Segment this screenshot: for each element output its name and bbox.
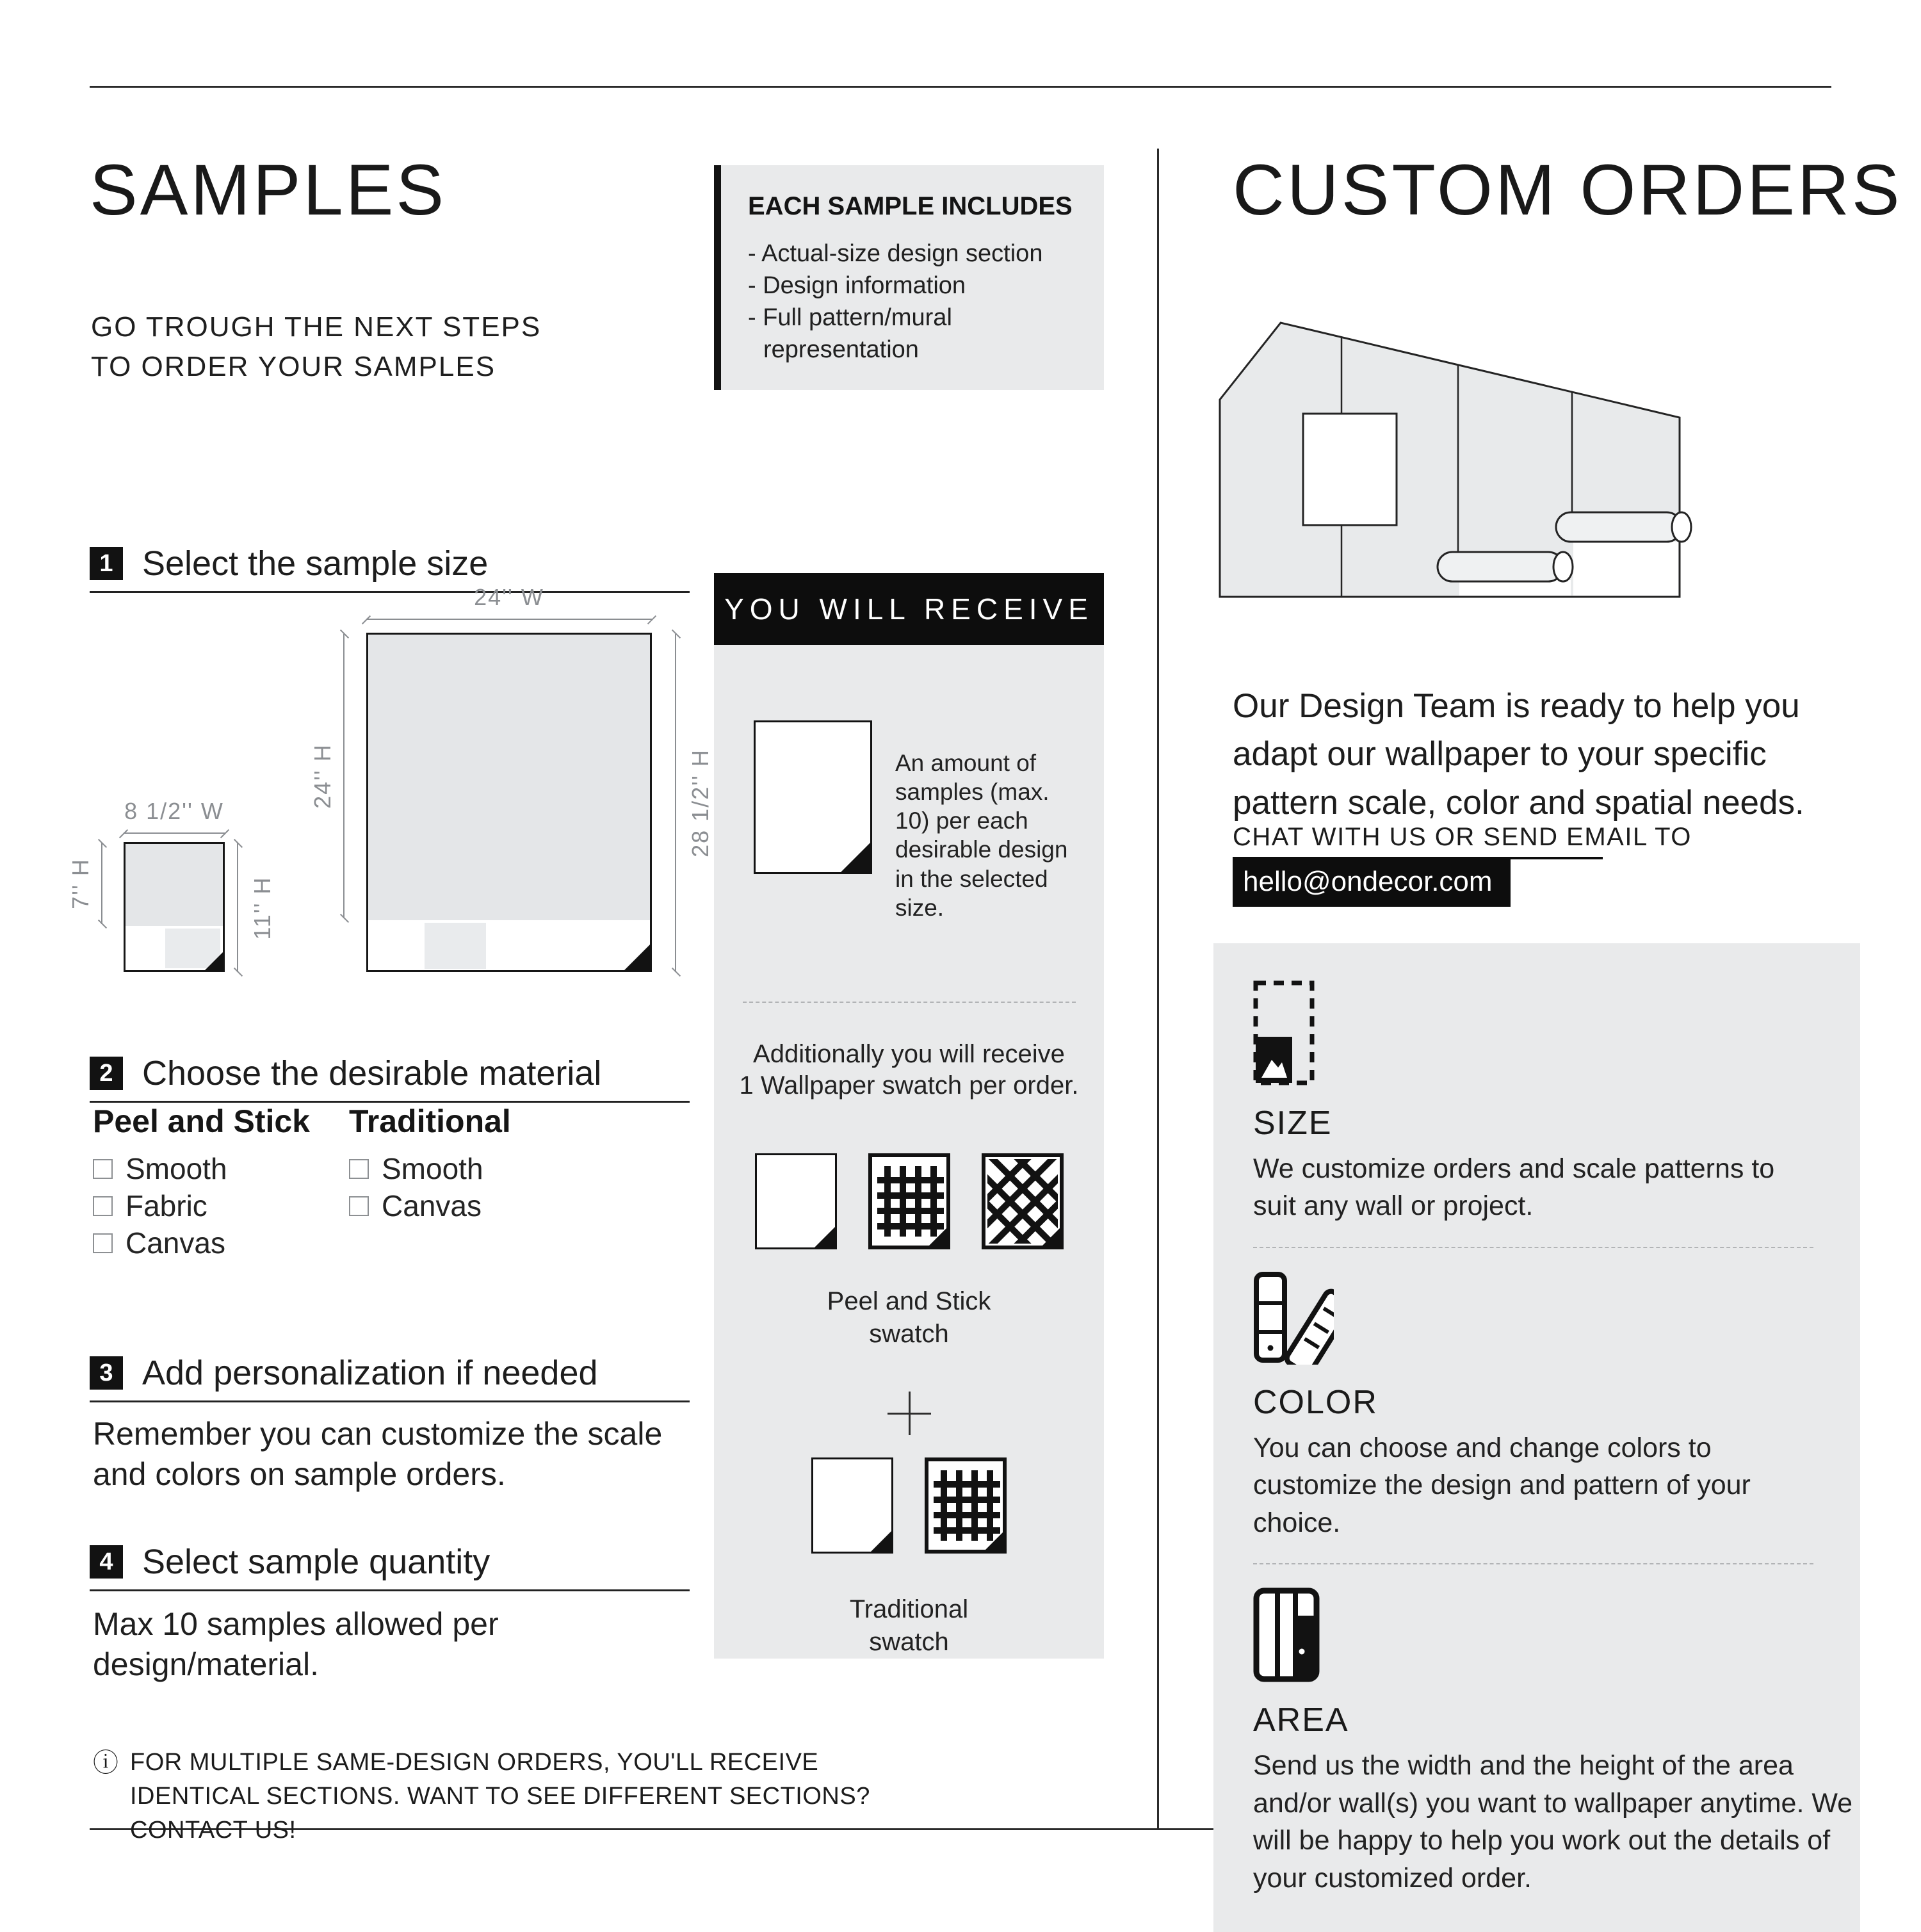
color-title: COLOR <box>1253 1383 1378 1421</box>
samples-subtitle <box>91 307 541 387</box>
includes-item: - Design information <box>748 272 966 300</box>
sample-sheet-icon <box>754 720 872 874</box>
footnote-text: FOR MULTIPLE SAME-DESIGN ORDERS, YOU'LL RECEIVE IDENTICAL SECTIONS. WANT TO SEE DIFFERENT SECTIONS? CONTACT US! <box>130 1749 870 1844</box>
step-3-description: Remember you can customize the scale and colors on sample orders. <box>93 1416 663 1492</box>
top-rule <box>90 86 1831 88</box>
sample-large-swatch-square <box>425 923 486 969</box>
dim-large-inner-height: 24'' H <box>343 634 344 918</box>
swatch-plain-icon <box>811 1457 893 1554</box>
checkbox[interactable] <box>349 1159 369 1179</box>
page-title: SAMPLES <box>90 150 447 230</box>
step-1-label: Select the sample size <box>142 544 489 583</box>
step-3-header <box>90 1353 690 1402</box>
sample-large-diagram <box>366 633 652 972</box>
traditional-swatch-row <box>811 1457 1007 1554</box>
plus-icon <box>888 1392 931 1416</box>
sample-small-design-area <box>126 844 223 926</box>
includes-item: - Full pattern/mural representation <box>748 304 952 364</box>
swatch-cross-icon <box>982 1153 1064 1249</box>
samples-subtitle-line1: GO TROUGH THE NEXT STEPS <box>91 311 542 343</box>
traditional-swatch-label: Traditional swatch <box>849 1595 969 1656</box>
peel-and-stick-title: Peel and Stick <box>93 1103 311 1139</box>
folded-corner-icon <box>624 944 651 971</box>
size-text: We customize orders and scale patterns to suit any wall or project. <box>1253 1153 1775 1222</box>
option-peel-fabric[interactable]: Fabric <box>93 1191 310 1221</box>
folded-corner-icon <box>870 1530 892 1552</box>
includes-item: - Actual-size design section <box>748 240 1043 267</box>
folded-corner-icon <box>814 1226 836 1248</box>
color-text: You can choose and change colors to customize the design and pattern of your choice. <box>1253 1432 1751 1538</box>
dim-large-outer-height: 28 1/2'' H <box>675 634 676 972</box>
area-icon <box>1253 1587 1320 1682</box>
dim-small-outer-height: 11'' H <box>237 843 238 972</box>
size-icon <box>1253 980 1315 1085</box>
swatch-plain-icon <box>755 1153 837 1249</box>
step-3-label: Add personalization if needed <box>142 1354 598 1392</box>
footnote <box>93 1746 906 1848</box>
column-divider <box>1157 149 1159 1828</box>
step-4-description: Max 10 samples allowed per design/material. <box>93 1606 499 1682</box>
you-will-receive-box <box>714 645 1104 1659</box>
receive-additional-text: Additionally you will receive 1 Wallpaper swatch per order. <box>739 1039 1079 1100</box>
checkbox[interactable] <box>349 1196 369 1216</box>
folded-corner-icon <box>204 952 223 971</box>
includes-title: EACH SAMPLE INCLUDES <box>748 192 1073 220</box>
material-column-peel <box>93 1103 310 1265</box>
house-illustration <box>1213 320 1700 621</box>
info-icon: ⓘ <box>93 1749 118 1777</box>
samples-subtitle-line2: TO ORDER YOUR SAMPLES <box>91 351 496 383</box>
step-4-number: 4 <box>90 1545 123 1579</box>
dim-large-width: 24'' W <box>366 619 652 620</box>
option-traditional-canvas[interactable]: Canvas <box>349 1191 511 1221</box>
size-title: SIZE <box>1253 1105 1333 1142</box>
receive-samples-text: An amount of samples (max. 10) per each desirable design in the selected size. <box>895 750 1068 921</box>
you-will-receive-title: YOU WILL RECEIVE <box>724 592 1094 626</box>
step-3-number: 3 <box>90 1356 123 1390</box>
step-1-header <box>90 544 690 593</box>
checkbox[interactable] <box>93 1233 113 1253</box>
you-will-receive-header <box>714 573 1104 645</box>
option-peel-canvas[interactable]: Canvas <box>93 1228 310 1258</box>
step-2-label: Choose the desirable material <box>142 1054 602 1092</box>
custom-orders-box <box>1213 943 1860 1932</box>
custom-intro-text: Our Design Team is ready to help you adapt our wallpaper to your specific pattern scale, color and spatial needs. <box>1233 687 1804 822</box>
step-2-number: 2 <box>90 1057 123 1090</box>
each-sample-includes-box <box>714 165 1104 390</box>
peel-swatch-label: Peel and Stick swatch <box>827 1287 991 1349</box>
option-peel-smooth[interactable]: Smooth <box>93 1154 310 1183</box>
checkbox[interactable] <box>93 1196 113 1216</box>
swatch-grid-icon <box>868 1153 950 1249</box>
step-1-number: 1 <box>90 547 123 580</box>
sample-small-diagram <box>124 842 225 972</box>
color-icon <box>1253 1271 1334 1365</box>
custom-orders-title: CUSTOM ORDERS <box>1233 150 1902 230</box>
area-title: AREA <box>1253 1701 1349 1739</box>
peel-swatch-row <box>755 1153 1064 1249</box>
dashed-divider <box>1253 1563 1813 1564</box>
swatch-grid-icon <box>925 1457 1007 1554</box>
step-2-header <box>90 1053 690 1103</box>
receive-samples-row <box>714 720 1104 922</box>
step-4-label: Select sample quantity <box>142 1543 490 1581</box>
email-link[interactable]: hello@ondecor.com <box>1233 859 1511 907</box>
step-4-header <box>90 1542 690 1591</box>
material-column-traditional <box>349 1103 511 1228</box>
dim-small-width: 8 1/2'' W <box>124 832 225 834</box>
option-traditional-smooth[interactable]: Smooth <box>349 1154 511 1183</box>
checkbox[interactable] <box>93 1159 113 1179</box>
area-text: Send us the width and the height of the area and/or wall(s) you want to wallpaper anytime. We will be happy to help you work out the details of your customized order. <box>1253 1750 1853 1894</box>
folded-corner-icon <box>840 842 871 873</box>
traditional-title: Traditional <box>349 1103 511 1139</box>
dashed-divider <box>743 1002 1076 1003</box>
dim-small-inner-height: 7'' H <box>101 843 102 924</box>
dashed-divider <box>1253 1247 1813 1248</box>
chat-label: CHAT WITH US OR SEND EMAIL TO <box>1233 823 1692 851</box>
sample-large-design-area <box>368 635 650 920</box>
